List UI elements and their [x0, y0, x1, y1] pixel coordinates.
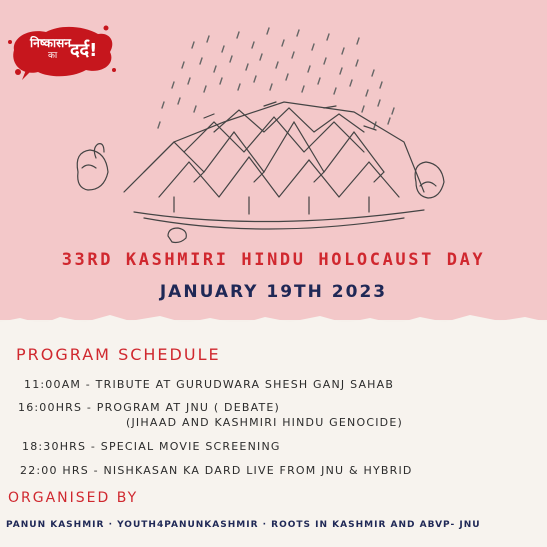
schedule-item: 16:00HRS - PROGRAM AT JNU ( DEBATE)	[18, 401, 281, 414]
event-date: JANUARY 19TH 2023	[159, 282, 388, 302]
schedule-item: (JIHAAD AND KASHMIRI HINDU GENOCIDE)	[126, 416, 403, 429]
schedule-title: PROGRAM SCHEDULE	[16, 345, 221, 364]
schedule-item: 18:30HRS - SPECIAL MOVIE SCREENING	[22, 440, 281, 453]
schedule-item: 22:00 HRS - NISHKASAN KA DARD LIVE FROM JNU & HYBRID	[20, 464, 413, 477]
refugee-tents-in-rain-illustration-icon	[64, 22, 464, 252]
event-title: 33RD KASHMIRI HINDU HOLOCAUST DAY	[61, 250, 486, 270]
logo-text-line2: का	[48, 51, 58, 61]
organisers-list: PANUN KASHMIR · YOUTH4PANUNKASHMIR · ROOTS IN KASHMIR AND ABVP- JNU	[6, 520, 481, 530]
logo-text-line3: दर्द!	[70, 40, 98, 61]
organisers-title: ORGANISED BY	[8, 490, 139, 506]
logo-text-line1: निष्कासन	[30, 36, 71, 50]
schedule-item: 11:00AM - TRIBUTE AT GURUDWARA SHESH GANJ SAHAB	[24, 378, 395, 391]
